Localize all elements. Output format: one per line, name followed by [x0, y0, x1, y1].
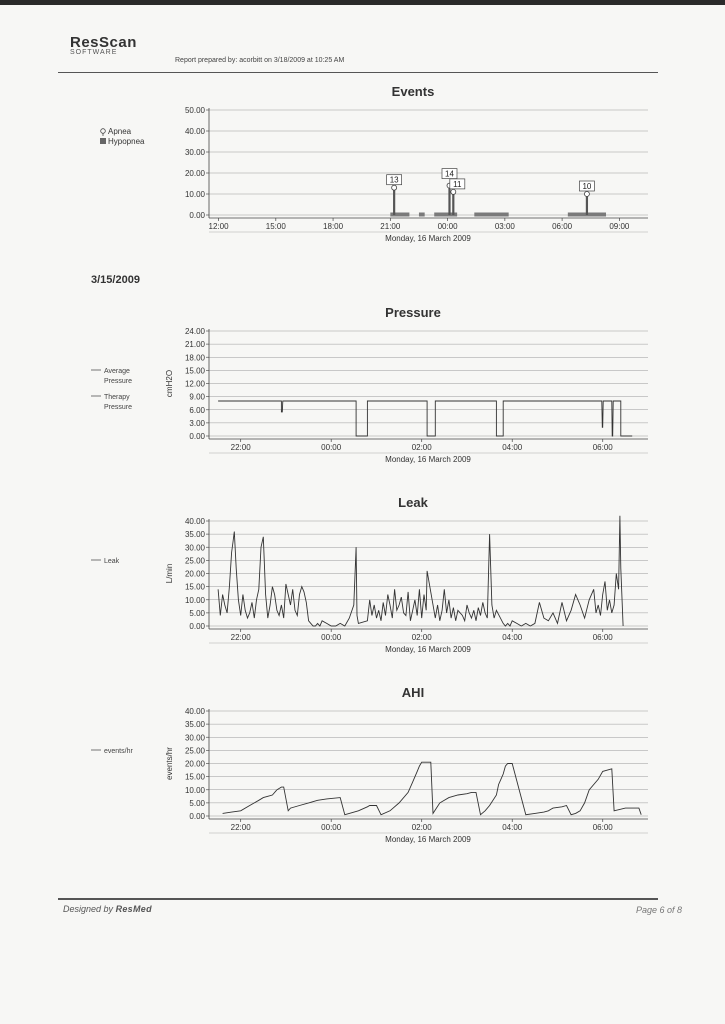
events-x-tick-label: 15:00	[265, 222, 286, 231]
apnea-legend-icon	[101, 129, 106, 134]
events-y-tick-label: 50.00	[184, 106, 205, 115]
pressure-legend-label-line1: Therapy	[104, 394, 130, 401]
pressure-x-tick-label: 06:00	[592, 443, 613, 452]
apnea-marker-head	[584, 192, 589, 197]
leak-y-tick-label: 35.00	[184, 530, 205, 540]
hypopnea-bar	[419, 213, 425, 217]
designed-by-prefix: Designed by	[63, 904, 114, 914]
ahi-y-axis-label: events/hr	[165, 747, 174, 780]
pressure-x-tick-label: 04:00	[502, 443, 523, 452]
leak-y-axis-label: L/min	[165, 563, 174, 584]
footer-divider	[58, 898, 658, 900]
designed-by	[63, 904, 152, 914]
apnea-data-label: 11	[453, 179, 462, 189]
leak-y-tick-label: 25.00	[184, 556, 205, 566]
events-x-tick-label: 21:00	[380, 222, 401, 231]
leak-y-tick-label: 20.00	[184, 569, 205, 579]
events-y-tick-label: 0.00	[189, 211, 205, 220]
leak-y-tick-label: 40.00	[184, 517, 205, 526]
resscan-logo	[70, 34, 137, 56]
resmed-brand: ResMed	[115, 904, 152, 914]
leak-x-tick-label: 00:00	[321, 633, 342, 642]
page-number: Page 6 of 8	[636, 905, 683, 915]
events-legend-label: Apnea	[108, 127, 132, 136]
apnea-data-label: 14	[445, 169, 454, 179]
pressure-y-tick-label: 9.00	[189, 392, 205, 402]
ahi-y-tick-label: 30.00	[184, 733, 205, 743]
ahi-chart	[0, 683, 725, 858]
events-x-tick-label: 03:00	[494, 222, 515, 231]
pressure-chart	[0, 303, 725, 478]
pressure-y-tick-label: 18.00	[184, 353, 205, 363]
brand-name: ResScan	[70, 34, 137, 51]
pressure-x-tick-label: 22:00	[230, 443, 251, 452]
ahi-x-tick-label: 06:00	[592, 823, 613, 832]
leak-y-tick-label: 30.00	[184, 543, 205, 553]
events-x-tick-label: 06:00	[552, 222, 573, 231]
leak-legend-label: Leak	[104, 558, 120, 565]
leak-chart	[0, 493, 725, 668]
ahi-y-tick-label: 35.00	[184, 720, 205, 730]
events-y-tick-label: 30.00	[184, 148, 205, 157]
ahi-x-tick-label: 00:00	[321, 823, 342, 832]
leak-x-axis-label: Monday, 16 March 2009	[385, 645, 471, 654]
leak-y-tick-label: 0.00	[189, 622, 205, 631]
pressure-x-tick-label: 02:00	[411, 443, 432, 452]
pressure-legend-label-line1: Average	[104, 368, 130, 375]
events-x-axis-label: Monday, 16 March 2009	[385, 234, 471, 243]
events-y-tick-label: 20.00	[184, 169, 205, 178]
pressure-title: Pressure	[385, 305, 441, 320]
pressure-y-tick-label: 21.00	[184, 340, 205, 350]
ahi-y-tick-label: 25.00	[184, 746, 205, 756]
events-legend-label: Hypopnea	[108, 137, 145, 146]
ahi-title: AHI	[401, 685, 425, 700]
date-heading: 3/15/2009	[91, 274, 140, 286]
ahi-series-line	[223, 762, 642, 815]
hypopnea-bar	[474, 213, 508, 217]
pressure-x-axis-label: Monday, 16 March 2009	[385, 455, 471, 464]
apnea-data-label: 13	[389, 175, 399, 185]
ahi-x-tick-label: 22:00	[230, 823, 251, 832]
leak-y-tick-label: 10.00	[184, 595, 205, 605]
events-y-tick-label: 40.00	[184, 127, 205, 136]
ahi-y-tick-label: 10.00	[184, 785, 205, 795]
events-x-tick-label: 09:00	[609, 222, 630, 231]
pressure-y-tick-label: 15.00	[184, 366, 205, 376]
leak-x-tick-label: 04:00	[502, 633, 523, 642]
ahi-x-tick-label: 02:00	[411, 823, 432, 832]
pressure-x-tick-label: 00:00	[321, 443, 342, 452]
pressure-y-axis-label: cmH2O	[165, 369, 174, 398]
pressure-legend-label-line2: Pressure	[104, 378, 133, 385]
ahi-y-tick-label: 20.00	[184, 759, 205, 769]
leak-x-tick-label: 06:00	[592, 633, 613, 642]
apnea-data-label: 10	[582, 182, 592, 191]
leak-y-tick-label: 5.00	[189, 608, 205, 618]
pressure-y-tick-label: 3.00	[189, 418, 205, 428]
leak-y-tick-label: 15.00	[184, 582, 205, 592]
header-divider	[58, 72, 658, 73]
brand-subtitle: SOFTWARE	[70, 49, 118, 56]
leak-series-line	[218, 516, 623, 626]
leak-x-tick-label: 22:00	[230, 633, 251, 642]
events-chart	[0, 82, 725, 257]
ahi-x-axis-label: Monday, 16 March 2009	[385, 835, 471, 844]
apnea-marker-head	[451, 189, 456, 194]
events-y-tick-label: 10.00	[184, 190, 205, 199]
ahi-y-tick-label: 5.00	[189, 798, 205, 808]
ahi-y-tick-label: 40.00	[184, 707, 205, 716]
events-title: Events	[391, 84, 435, 99]
pressure-y-tick-label: 12.00	[184, 379, 205, 389]
report-prepared-by: Report prepared by: acorbitt on 3/18/2009 at 10:25 AM	[175, 57, 345, 64]
apnea-marker-head	[392, 185, 397, 190]
pressure-y-tick-label: 24.00	[184, 327, 205, 336]
pressure-legend-label-line2: Pressure	[104, 404, 133, 411]
ahi-y-tick-label: 15.00	[184, 772, 205, 782]
pressure-y-tick-label: 0.00	[189, 432, 205, 441]
events-x-tick-label: 12:00	[208, 222, 229, 231]
events-x-tick-label: 00:00	[437, 222, 458, 231]
scan-top-edge	[0, 0, 725, 5]
pressure-y-tick-label: 6.00	[189, 405, 205, 415]
leak-x-tick-label: 02:00	[411, 633, 432, 642]
leak-title: Leak	[398, 495, 428, 510]
ahi-legend-label: events/hr	[104, 748, 133, 755]
pressure-series-line	[218, 401, 632, 436]
hypopnea-legend-icon	[100, 138, 106, 144]
ahi-x-tick-label: 04:00	[502, 823, 523, 832]
ahi-y-tick-label: 0.00	[189, 812, 205, 821]
events-x-tick-label: 18:00	[323, 222, 344, 231]
